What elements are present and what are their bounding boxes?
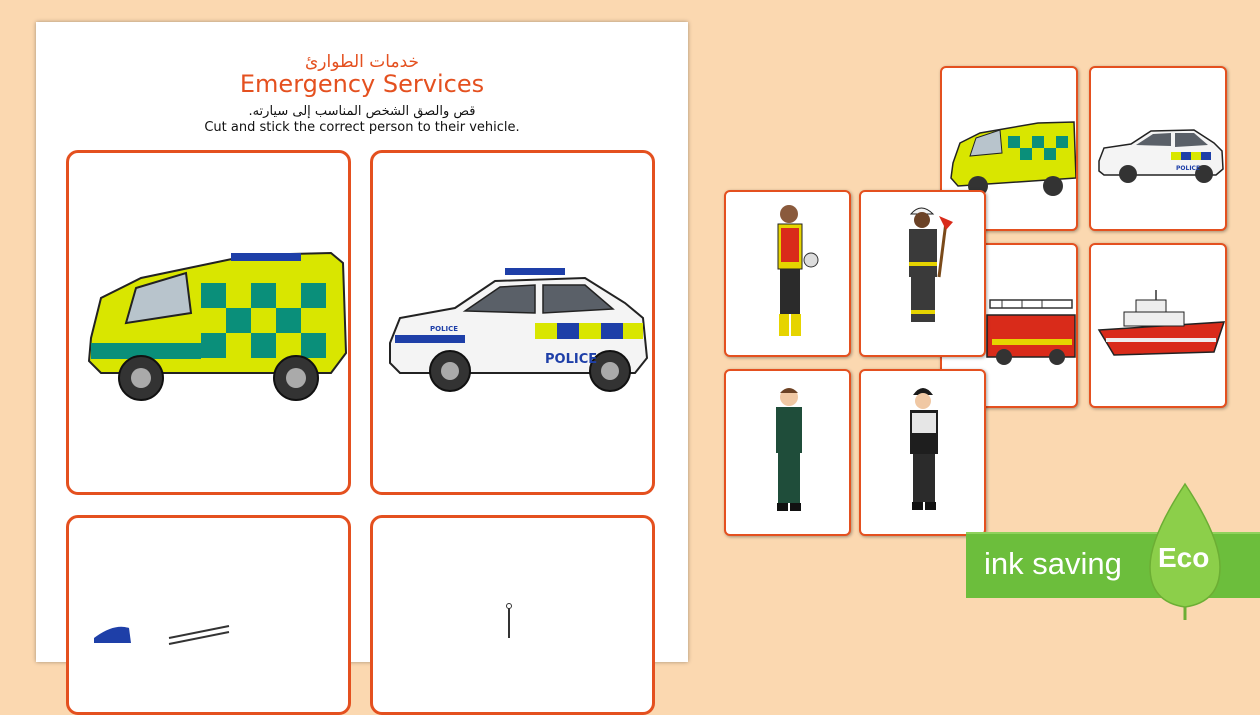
fire-engine-partial-illustration (69, 518, 351, 715)
police-car-card-illustration (1091, 68, 1227, 231)
police-card-label: POLICE (1176, 165, 1201, 172)
instruction-arabic: قص والصق الشخص المناسب إلى سيارته. (248, 104, 476, 119)
lifeboat-card-illustration (1091, 245, 1227, 408)
police-car-card[interactable] (1089, 66, 1227, 231)
paramedic-illustration (726, 371, 851, 536)
lifeboat-card[interactable] (1089, 243, 1227, 408)
worksheet-page (36, 22, 688, 662)
police-officer-card[interactable] (859, 369, 986, 536)
police-car-label: POLICE (545, 352, 598, 367)
paramedic-card[interactable] (724, 369, 851, 536)
police-car-box (370, 150, 655, 495)
ink-saving-label: ink saving (984, 546, 1122, 581)
lifeboat-crew-illustration (726, 192, 851, 357)
firefighter-card[interactable] (859, 190, 986, 357)
lifeboat-partial-illustration (373, 518, 655, 715)
title-arabic: خدمات الطوارئ (305, 52, 419, 72)
ambulance-box (66, 150, 351, 495)
fire-engine-box (66, 515, 351, 715)
lifeboat-box (370, 515, 655, 715)
firefighter-illustration (861, 192, 986, 357)
police-car-bonnet-label: POLICE (430, 325, 459, 333)
police-officer-illustration (861, 371, 986, 536)
title-english: Emergency Services (239, 70, 485, 98)
police-car-illustration (373, 153, 655, 495)
instruction-english: Cut and stick the correct person to their vehicle. (204, 120, 520, 135)
ambulance-illustration (69, 153, 351, 495)
eco-label: Eco (1158, 542, 1210, 573)
lifeboat-crew-card[interactable] (724, 190, 851, 357)
